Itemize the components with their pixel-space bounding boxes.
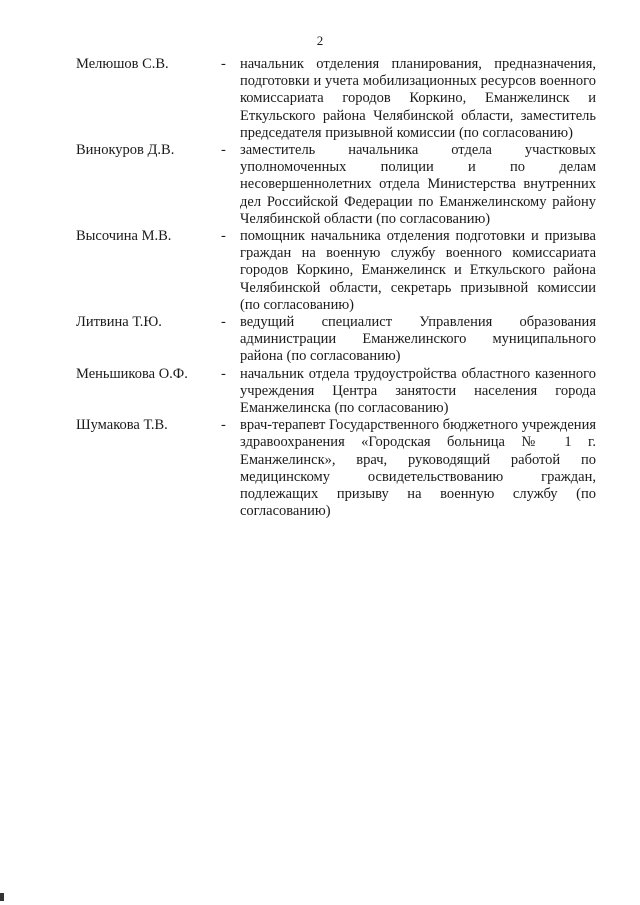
member-entry xyxy=(76,228,596,314)
member-name: Меньшикова О.Ф. xyxy=(76,365,188,382)
member-role: начальник отделения планирования, предназначения, подготовки и учета мобилизационных ресурсов военного комиссариата городов Коркино, Еманжелинск и Еткульского района Челябинской области, заместитель председателя призывной комиссии (по согласованию) xyxy=(240,56,596,141)
commission-members-list xyxy=(76,56,596,520)
member-dash: - xyxy=(221,142,226,159)
member-role: начальник отдела трудоустройства областного казенного учреждения Центра занятости населения города Еманжелинска (по согласованию) xyxy=(240,365,596,417)
scan-edge-mark xyxy=(0,893,4,901)
member-name: Мелюшов С.В. xyxy=(76,56,169,72)
member-dash: - xyxy=(221,56,226,72)
member-entry xyxy=(76,56,596,142)
member-name: Винокуров Д.В. xyxy=(76,142,175,159)
member-name: Высочина М.В. xyxy=(76,228,172,245)
member-role: помощник начальника отделения подготовки и призыва граждан на военную службу военного комиссариата городов Коркино, Еманжелинск и Еткульского района Челябинской области, секретарь призывной комиссии (по согласованию) xyxy=(240,228,596,313)
member-name: Шумакова Т.В. xyxy=(76,417,168,434)
member-entry xyxy=(76,314,596,366)
member-dash: - xyxy=(221,417,226,434)
member-dash: - xyxy=(221,365,226,382)
member-role: врач-терапевт Государственного бюджетного учреждения здравоохранения «Городская больница № 1 г. Еманжелинск», врач, руководящий работой по медицинскому освидетельствованию граждан, подлежащих призыву на военную службу (по согласованию) xyxy=(240,417,596,520)
member-role: ведущий специалист Управления образования администрации Еманжелинского муниципального района (по согласованию) xyxy=(240,314,596,365)
member-dash: - xyxy=(221,314,226,331)
member-dash: - xyxy=(221,228,226,245)
page-number: 2 xyxy=(316,33,324,48)
member-entry xyxy=(76,417,596,520)
member-name: Литвина Т.Ю. xyxy=(76,314,162,331)
member-entry xyxy=(76,142,596,228)
member-entry xyxy=(76,366,596,418)
member-role: заместитель начальника отдела участковых уполномоченных полиции и по делам несовершеннолетних отдела Министерства внутренних дел Российской Федерации по Еманжелинскому району Челябинской области (по согласованию) xyxy=(240,142,596,227)
